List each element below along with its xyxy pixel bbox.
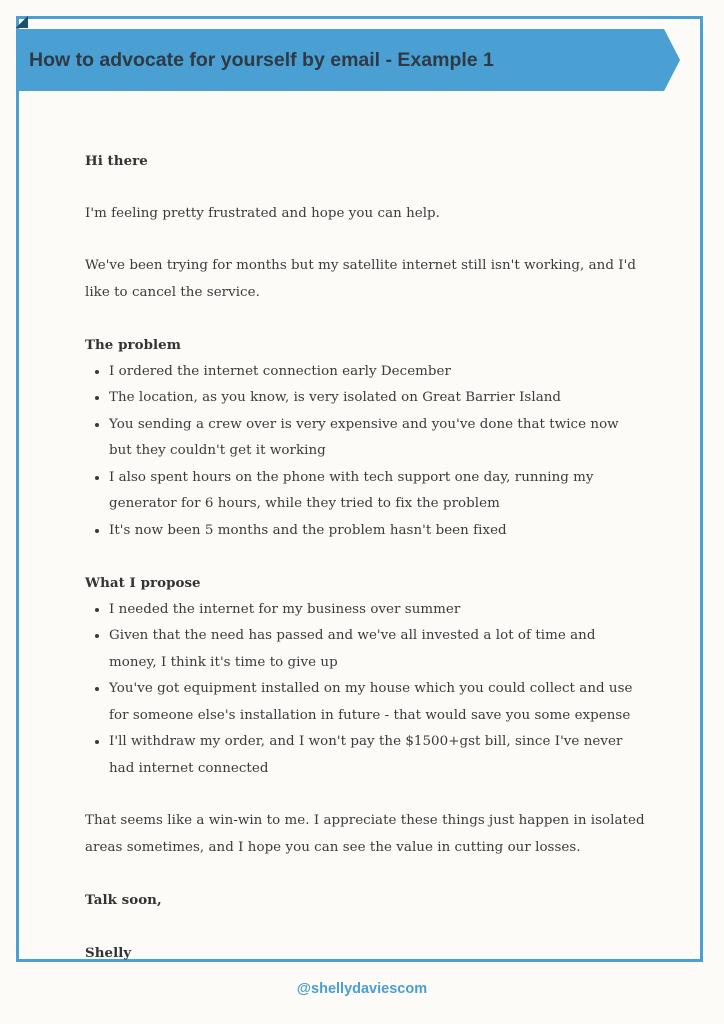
proposal-list xyxy=(85,597,645,783)
page-title: How to advocate for yourself by email - Example 1 xyxy=(29,49,494,71)
list-item: The location, as you know, is very isolated on Great Barrier Island xyxy=(109,385,645,412)
greeting: Hi there xyxy=(85,153,148,169)
proposal-heading: What I propose xyxy=(85,575,201,591)
list-item: I'll withdraw my order, and I won't pay the $1500+gst bill, since I've never had internet connected xyxy=(109,729,645,782)
signature: Shelly xyxy=(85,944,132,961)
footer-handle: @shellydaviescom xyxy=(296,981,428,997)
list-item: I ordered the internet connection early December xyxy=(109,359,645,386)
problem-list xyxy=(85,359,645,545)
list-item: Given that the need has passed and we've all invested a lot of time and money, I think it's time to give up xyxy=(109,623,645,676)
list-item: I also spent hours on the phone with tech support one day, running my generator for 6 hours, while they tried to fix the problem xyxy=(109,465,645,518)
intro-paragraph: I'm feeling pretty frustrated and hope you can help. xyxy=(85,205,440,221)
list-item: You sending a crew over is very expensive and you've done that twice now but they couldn't get it working xyxy=(109,412,645,465)
list-item: I needed the internet for my business over summer xyxy=(109,597,645,624)
corner-fold xyxy=(16,16,28,28)
list-item: It's now been 5 months and the problem hasn't been fixed xyxy=(109,518,645,545)
closing-paragraph: That seems like a win-win to me. I appreciate these things just happen in isolated areas sometimes, and I hope you can see the value in cutting our losses. xyxy=(85,813,645,855)
signoff: Talk soon, xyxy=(85,892,162,908)
context-paragraph: We've been trying for months but my satellite internet still isn't working, and I'd like to cancel the service. xyxy=(85,258,636,300)
problem-heading: The problem xyxy=(85,337,181,353)
list-item: You've got equipment installed on my house which you could collect and use for someone else's installation in future - that would save you some expense xyxy=(109,676,645,729)
email-body xyxy=(85,148,645,966)
